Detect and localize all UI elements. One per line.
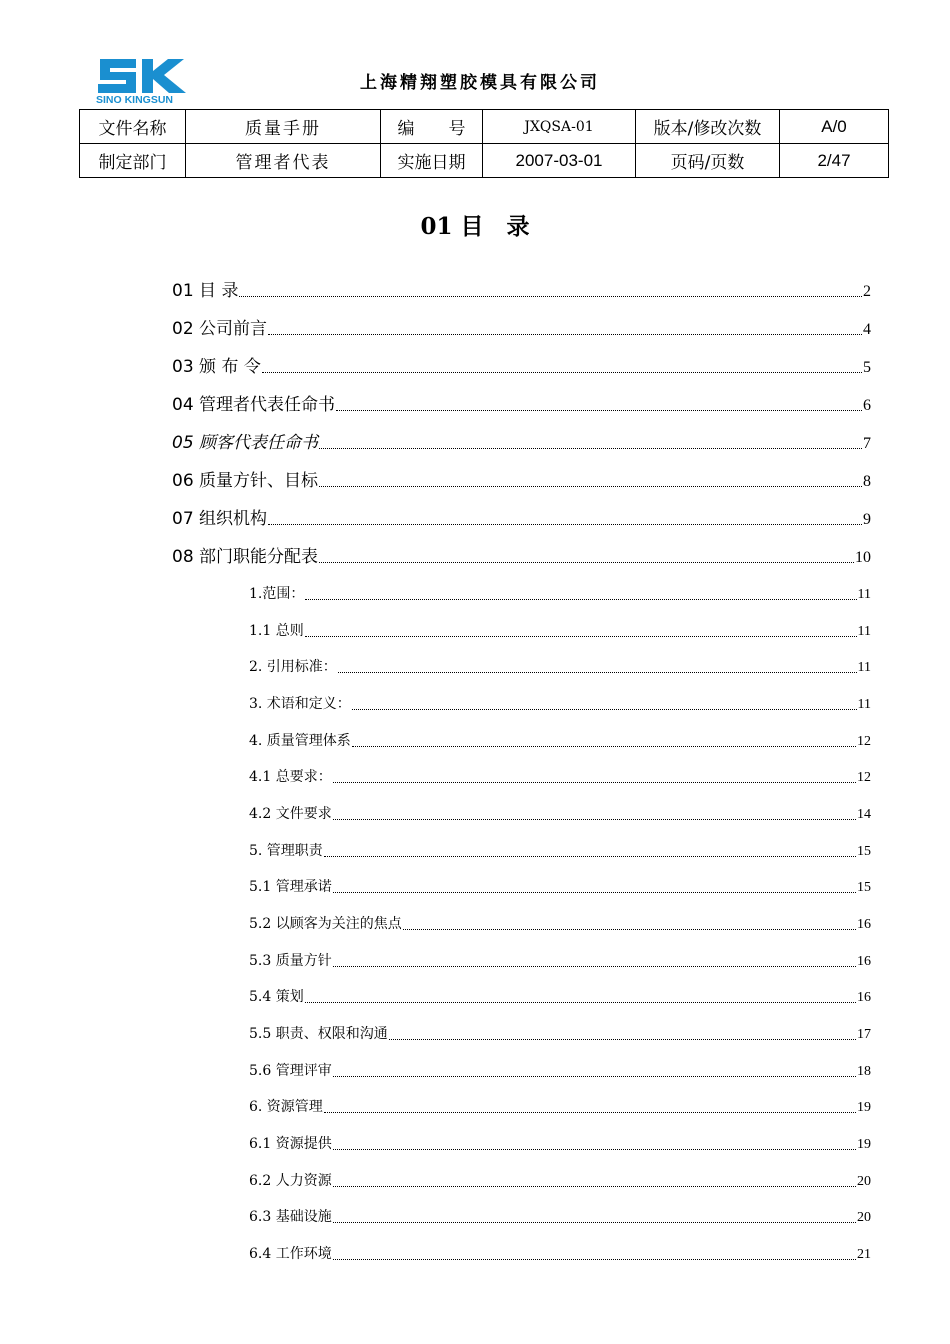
toc-page: 5 (863, 359, 871, 376)
value-department: 管理者代表 (186, 144, 381, 178)
toc-entry[interactable] (249, 1023, 871, 1043)
toc-page: 15 (857, 880, 871, 895)
toc-page: 10 (855, 549, 871, 566)
toc-entry[interactable] (249, 1170, 871, 1190)
toc-leader (333, 1075, 856, 1077)
toc-page: 11 (857, 697, 871, 712)
company-logo (96, 55, 196, 107)
label-page: 页码/页数 (636, 144, 780, 178)
logo-subtitle: SINO KINGSUN (96, 94, 174, 106)
toc-page: 19 (857, 1137, 871, 1152)
toc-label: 02 公司前言 (172, 319, 268, 339)
toc-entry[interactable] (249, 840, 871, 860)
toc-page: 16 (857, 954, 871, 969)
toc-label: 01 目 录 (172, 281, 239, 301)
toc-leader (268, 333, 862, 335)
toc-page: 21 (857, 1247, 871, 1262)
toc-entry[interactable] (172, 352, 871, 377)
value-effective-date: 2007-03-01 (483, 144, 636, 178)
toc-label: 5.1 管理承诺 (249, 879, 332, 895)
toc-entry[interactable] (249, 1243, 871, 1263)
toc-leader (305, 598, 856, 600)
toc-label: 4.1 总要求： (249, 769, 332, 785)
toc-entry[interactable] (172, 314, 871, 339)
toc-page: 16 (857, 990, 871, 1005)
sk-logo-icon (96, 55, 196, 97)
toc-page: 11 (857, 660, 871, 675)
label-department: 制定部门 (80, 144, 186, 178)
toc-label: 2. 引用标准： (249, 659, 337, 675)
label-doc-name: 文件名称 (80, 110, 186, 144)
toc-label: 07 组织机构 (172, 509, 268, 529)
toc-page: 4 (863, 321, 871, 338)
toc-page: 18 (857, 1064, 871, 1079)
toc-entry[interactable] (249, 913, 871, 933)
toc-label: 6.1 资源提供 (249, 1136, 332, 1152)
toc-leader (268, 523, 862, 525)
toc-leader (319, 447, 862, 449)
page-title: 01 目 录 (420, 213, 530, 240)
value-page: 2/47 (780, 144, 889, 178)
toc-leader (239, 295, 862, 297)
toc-entry[interactable] (249, 766, 871, 786)
label-effective-date: 实施日期 (381, 144, 483, 178)
toc-page: 12 (857, 770, 871, 785)
toc-label: 08 部门职能分配表 (172, 547, 319, 567)
toc-label: 1.1 总则 (249, 623, 304, 639)
toc-entry[interactable] (249, 1133, 871, 1153)
toc-label: 5.4 策划 (249, 989, 304, 1005)
toc-leader (333, 891, 856, 893)
toc-leader (262, 371, 862, 373)
info-row-1 (80, 110, 889, 144)
toc-leader (333, 781, 856, 783)
toc-page: 8 (863, 473, 871, 490)
toc-entry[interactable] (172, 390, 871, 415)
toc-entry[interactable] (172, 276, 871, 301)
toc-entry[interactable] (172, 466, 871, 491)
toc-label: 6.4 工作环境 (249, 1246, 332, 1262)
toc-page: 20 (857, 1210, 871, 1225)
toc-leader (333, 1148, 856, 1150)
toc-leader (352, 708, 857, 710)
toc-leader (324, 855, 856, 857)
toc-label: 4. 质量管理体系 (249, 733, 351, 749)
info-row-2 (80, 144, 889, 178)
toc-page: 14 (857, 807, 871, 822)
toc-entry[interactable] (172, 504, 871, 529)
toc-entry[interactable] (249, 950, 871, 970)
toc-entry[interactable] (249, 803, 871, 823)
toc-label: 3. 术语和定义： (249, 696, 351, 712)
toc-label: 5.5 职责、权限和沟通 (249, 1026, 388, 1042)
toc-leader (403, 928, 856, 930)
toc-leader (324, 1111, 856, 1113)
toc-label: 05 顾客代表任命书 (172, 433, 319, 453)
toc-label: 06 质量方针、目标 (172, 471, 319, 491)
toc-leader (305, 1001, 856, 1003)
document-info-table (79, 109, 889, 178)
toc-entry[interactable] (172, 542, 871, 567)
toc-page: 9 (863, 511, 871, 528)
toc-label: 04 管理者代表任命书 (172, 395, 336, 415)
toc-leader (319, 561, 854, 563)
label-doc-number: 编 号 (381, 110, 483, 144)
toc-entry[interactable] (172, 428, 871, 453)
toc-leader (333, 1258, 856, 1260)
toc-leader (389, 1038, 856, 1040)
value-doc-number: JXQSA-01 (483, 110, 636, 144)
toc-entry[interactable] (249, 730, 871, 750)
label-version: 版本/修改次数 (636, 110, 780, 144)
toc-page: 11 (857, 624, 871, 639)
toc-leader (305, 635, 857, 637)
toc-label: 6. 资源管理 (249, 1099, 323, 1115)
toc-label: 6.2 人力资源 (249, 1173, 332, 1189)
toc-leader (333, 1185, 856, 1187)
toc-label: 03 颁 布 令 (172, 357, 261, 377)
toc-leader (319, 485, 862, 487)
toc-entry[interactable] (249, 1096, 871, 1116)
toc-entry[interactable] (249, 876, 871, 896)
toc-entry[interactable] (249, 583, 871, 603)
toc-page: 6 (863, 397, 871, 414)
toc-leader (336, 409, 862, 411)
toc-entry[interactable] (249, 986, 871, 1006)
toc-page: 11 (857, 587, 871, 602)
toc-page: 15 (857, 844, 871, 859)
toc-entry[interactable] (249, 1206, 871, 1226)
company-name: 上海精翔塑胶模具有限公司 (360, 73, 600, 93)
toc-label: 5.2 以顾客为关注的焦点 (249, 916, 402, 932)
toc-label: 5. 管理职责 (249, 843, 323, 859)
toc-label: 5.6 管理评审 (249, 1063, 332, 1079)
toc-entry[interactable] (249, 693, 871, 713)
toc-page: 19 (857, 1100, 871, 1115)
toc-entry[interactable] (249, 620, 871, 640)
toc-entry[interactable] (249, 656, 871, 676)
toc-page: 2 (863, 283, 871, 300)
toc-leader (333, 1221, 856, 1223)
toc-leader (338, 671, 857, 673)
toc-leader (333, 965, 856, 967)
toc-leader (352, 745, 856, 747)
toc-label: 6.3 基础设施 (249, 1209, 332, 1225)
toc-page: 20 (857, 1174, 871, 1189)
toc-label: 4.2 文件要求 (249, 806, 332, 822)
toc-label: 5.3 质量方针 (249, 953, 332, 969)
toc-leader (333, 818, 856, 820)
toc-page: 12 (857, 734, 871, 749)
toc-entry[interactable] (249, 1060, 871, 1080)
value-version: A/0 (780, 110, 889, 144)
toc-page: 7 (863, 435, 871, 452)
value-doc-name: 质量手册 (186, 110, 381, 144)
toc-page: 16 (857, 917, 871, 932)
toc-page: 17 (857, 1027, 871, 1042)
toc-label: 1.范围： (249, 586, 305, 602)
